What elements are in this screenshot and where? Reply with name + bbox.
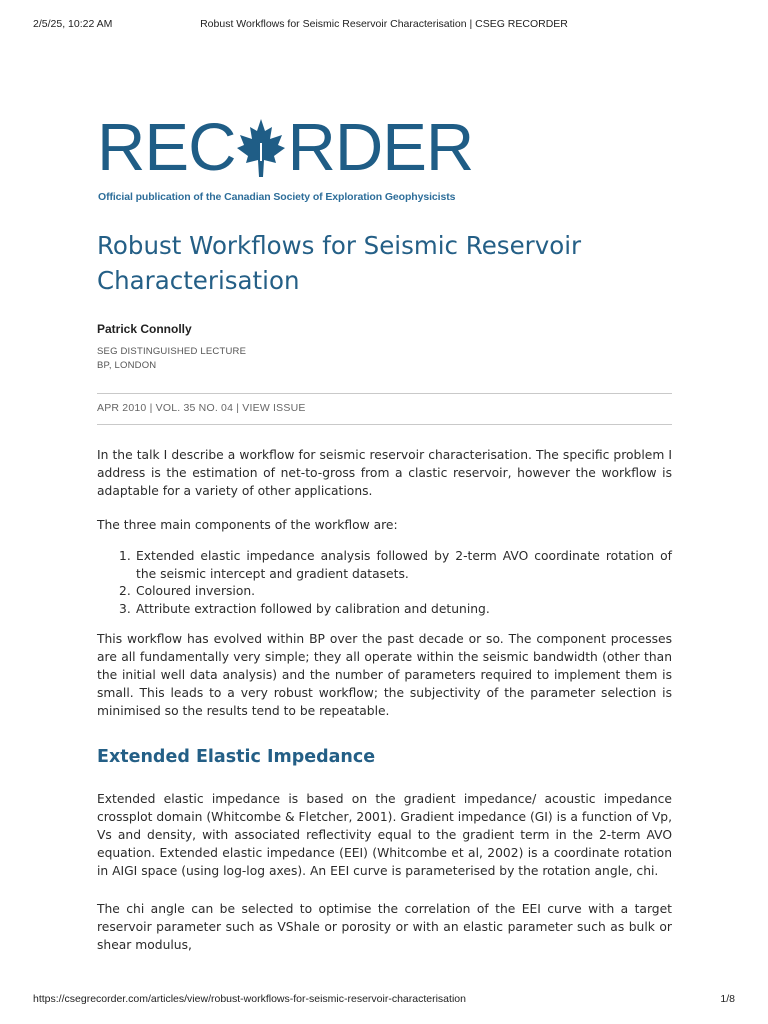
maple-leaf-icon: [236, 117, 286, 179]
components-list: [97, 548, 672, 618]
author-affiliation-company: BP, LONDON: [97, 360, 157, 371]
section-heading: Extended Elastic Impedance: [97, 747, 376, 767]
logo-text-after: RDER: [287, 110, 474, 185]
divider-bottom: [97, 424, 672, 425]
print-footer: [33, 993, 735, 1007]
author-affiliation-lecture: SEG DISTINGUISHED LECTURE: [97, 346, 247, 357]
list-item-number: 1.: [119, 549, 131, 563]
evolution-paragraph: This workflow has evolved within BP over the past decade or so. The component processes are all fundamentally very simple; they all operate within the seismic bandwidth (other than the initial well data analysis) and the number of parameters required to implement them is small. This leads to a very robust workflow; the subjectivity of the parameter selection is minimised so the results tend to be repeatable.: [97, 632, 672, 718]
page-number: 1/8: [720, 993, 735, 1005]
eei-paragraph: Extended elastic impedance is based on the gradient impedance/ acoustic impedance crossplot domain (Whitcombe & Fletcher, 2001). Gradient impedance (GI) is a function of Vp, Vs and density, with associated reflectivity equal to the gradient term in the 2-term AVO equation. Extended elastic impedance (EEI) (Whitcombe et al, 2002) is a coordinate rotation in AIGI space (using log-log axes). An EEI curve is parameterised by the rotation angle, chi.: [97, 792, 672, 878]
print-header: [33, 18, 735, 32]
list-item: [97, 548, 672, 583]
print-url[interactable]: https://csegrecorder.com/articles/view/robust-workflows-for-seismic-reservoir-characterisation: [33, 993, 466, 1005]
list-item: [97, 601, 672, 619]
list-item-text: Attribute extraction followed by calibration and detuning.: [136, 601, 490, 616]
author-name[interactable]: Patrick Connolly: [97, 322, 192, 336]
list-item-number: 3.: [119, 601, 131, 616]
list-item-text: Extended elastic impedance analysis followed by 2-term AVO coordinate rotation of the seismic intercept and gradient datasets.: [136, 549, 672, 581]
print-datetime: 2/5/25, 10:22 AM: [33, 18, 113, 30]
recorder-logo[interactable]: [97, 110, 474, 212]
logo-tagline: Official publication of the Canadian Society of Exploration Geophysicists: [98, 191, 456, 203]
article-title: Robust Workflows for Seismic Reservoir Characterisation: [97, 231, 582, 295]
chi-paragraph: The chi angle can be selected to optimise the correlation of the EEI curve with a target reservoir parameter such as VShale or porosity or with an elastic parameter such as bulk or shear modulus,: [97, 902, 672, 952]
divider-top: [97, 393, 672, 394]
list-item-text: Coloured inversion.: [136, 584, 256, 598]
print-page-title: Robust Workflows for Seismic Reservoir Characterisation | CSEG RECORDER: [200, 18, 568, 30]
list-item: [97, 583, 672, 601]
components-intro: The three main components of the workflow are:: [97, 518, 398, 532]
intro-paragraph: In the talk I describe a workflow for seismic reservoir characterisation. The specific problem I address is the estimation of net-to-gross from a clastic reservoir, however the workflow is adaptable for a variety of other applications.: [97, 448, 672, 498]
list-item-number: 2.: [119, 584, 131, 598]
issue-info[interactable]: APR 2010 | VOL. 35 NO. 04 | VIEW ISSUE: [97, 402, 306, 414]
logo-wordmark: [97, 112, 473, 184]
logo-text-before: REC: [97, 110, 236, 185]
